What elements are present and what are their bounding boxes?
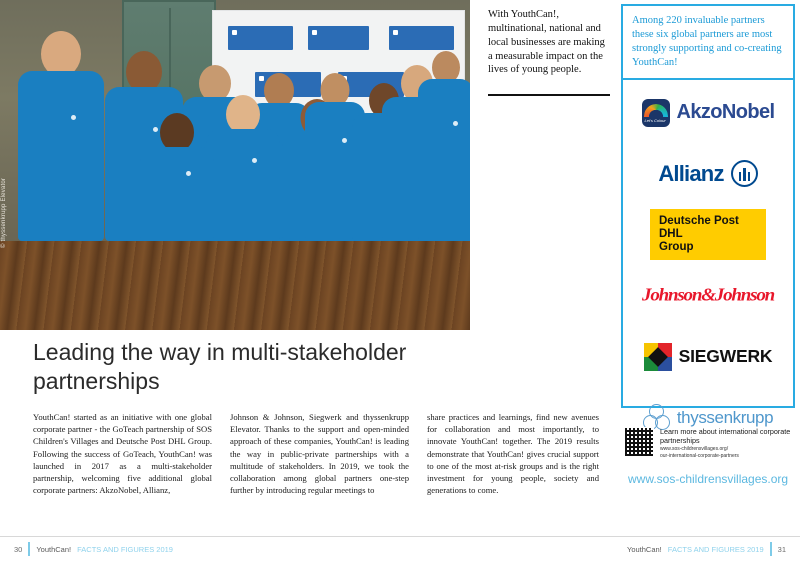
thyssenkrupp-wordmark: thyssenkrupp — [676, 407, 774, 427]
partner-logo-allianz — [623, 143, 793, 204]
partner-logo-siegwerk — [623, 326, 793, 387]
footer-left-title: YouthCan! — [36, 544, 72, 554]
partner-logo-johnson-and-johnson — [623, 265, 793, 326]
qr-headline: Learn more about international corporate partnerships — [660, 427, 791, 445]
site-url-link[interactable]: www.sos-childrensvillages.org — [628, 472, 789, 486]
photo-floor — [0, 241, 470, 330]
photo-person — [140, 113, 214, 241]
partner-logo-akzonobel — [623, 82, 793, 143]
allianz-wordmark: Allianz — [658, 160, 724, 186]
siegwerk-wordmark: SIEGWERK — [678, 346, 773, 367]
partner-panel-heading: Among 220 invaluable partners these six global partners are most strongly supporting and co-creating YouthCan! — [632, 15, 782, 69]
akzonobel-wordmark: AkzoNobel — [676, 101, 775, 124]
photo-person — [418, 51, 470, 241]
body-column-1: YouthCan! started as an initiative with one global corporate partner - the GoTeach partnership of SOS Children's Villages and Deutsche Post DHL Group. Following the success of GoTeach, YouthCan! was launched in 2017 as a multi-stakeholder partnership, welcoming five additional global corporate partners: AkzoNobel, Allianz, — [33, 412, 212, 496]
footer-right-page-number: 31 — [777, 544, 786, 554]
footer-right-title: YouthCan! — [627, 544, 662, 554]
footer-right — [627, 542, 786, 556]
dhl-wordmark-line2: Group — [659, 241, 694, 254]
footer-left — [14, 542, 173, 556]
johnson-and-johnson-wordmark: Johnson&Johnson — [642, 285, 774, 305]
partner-panel — [621, 4, 795, 427]
photo-person — [206, 95, 280, 241]
body-column-2: Johnson & Johnson, Siegwerk and thyssenkrupp Elevator. Thanks to the support and open-minded approach of these companies, YouthCan! is leading the way in public-private partnerships with a multitude of stakeholders. In 2019, we took the collaboration among global partners one-step further by introducing regular meetings to — [230, 412, 409, 496]
body-column-3: share practices and learnings, find new avenues for collaboration and most importantly, to innovate YouthCan! together. The 2019 results demonstrate that YouthCan! gives crucial support to one of the most at-risk groups and is the right investment for young people, society and generations to come. — [427, 412, 599, 496]
photo-person — [18, 31, 104, 241]
article-headline: Leading the way in multi-stakeholder partnerships — [33, 339, 407, 395]
akzonobel-tagline: Let's Colour — [644, 117, 666, 123]
partner-logo-dhl — [623, 204, 793, 265]
group-photo — [0, 0, 470, 330]
qr-block[interactable] — [624, 427, 800, 459]
allianz-circle-icon — [731, 160, 758, 187]
intro-paragraph: With YouthCan!, multinational, national and local businesses are making a measurable impact on the lives of young people. — [488, 9, 605, 76]
footer-right-rule — [770, 542, 772, 556]
intro-divider — [488, 94, 610, 96]
qr-code-icon[interactable] — [624, 427, 654, 457]
dhl-wordmark-block — [650, 209, 766, 260]
footer-divider — [0, 536, 800, 537]
footer-left-subtitle: FACTS AND FIGURES 2019 — [77, 544, 173, 554]
footer-left-page-number: 30 — [14, 544, 23, 554]
siegwerk-cube-icon — [644, 343, 672, 371]
footer-right-subtitle: FACTS AND FIGURES 2019 — [667, 544, 764, 554]
akzonobel-badge-icon — [642, 99, 670, 127]
photo-credit: © thyssenkrupp Elevator — [1, 177, 7, 248]
article-body — [33, 411, 605, 496]
qr-url-line1: www.sos-childrensvillages.org/ — [660, 446, 729, 452]
qr-url-line2: our-international-corporate-partners — [660, 453, 739, 459]
qr-text — [660, 427, 800, 459]
partner-logo-list — [623, 80, 793, 448]
dhl-wordmark-line1: Deutsche Post DHL — [659, 215, 739, 241]
footer-left-rule — [28, 542, 30, 556]
